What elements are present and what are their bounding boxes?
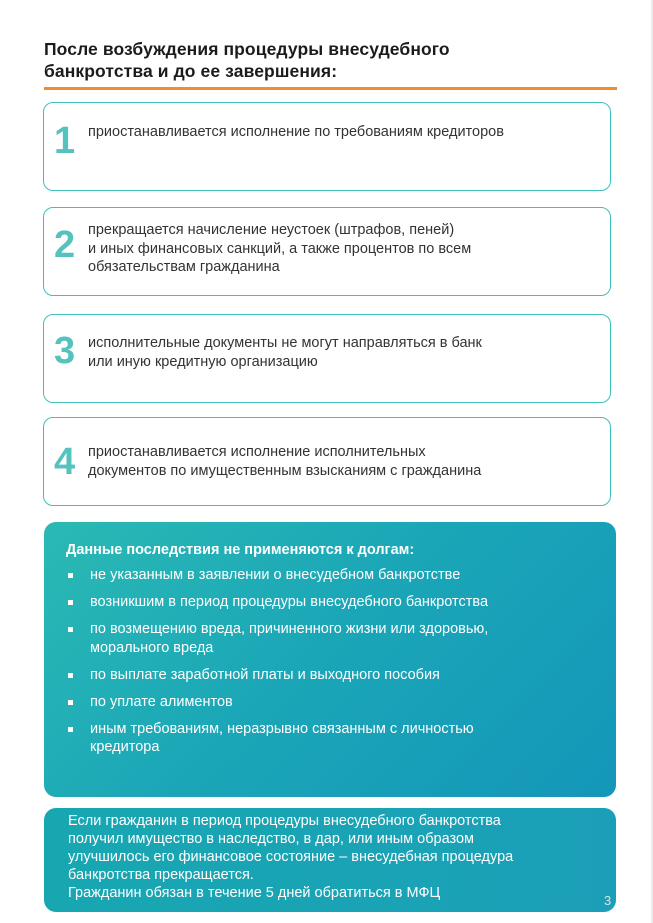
list-item <box>66 666 596 685</box>
step-text-line: приостанавливается исполнение по требованиям кредиторов <box>88 124 504 140</box>
list-item <box>66 620 596 657</box>
list-item <box>66 693 596 712</box>
bullet-square-icon <box>68 673 73 678</box>
step-number-1: 1 <box>54 120 76 162</box>
list-item-line: по уплате алиментов <box>90 693 233 710</box>
list-item-line: кредитора <box>90 739 160 755</box>
step-text-line: исполнительные документы не могут направляться в банк <box>88 335 482 351</box>
bullet-square-icon <box>68 627 73 632</box>
step-card-4 <box>43 417 611 506</box>
exceptions-heading: Данные последствия не применяются к долгам: <box>66 542 415 558</box>
list-item <box>66 720 596 757</box>
list-item-line: не указанным в заявлении о внесудебном банкротстве <box>90 567 461 583</box>
step-number-2: 2 <box>54 224 76 266</box>
step-card-3 <box>43 314 611 403</box>
exceptions-list <box>66 566 596 765</box>
list-item-line: иным требованиям, неразрывно связанным с личностью <box>90 720 474 737</box>
step-text-3 <box>88 334 598 371</box>
list-item-line: по возмещению вреда, причиненного жизни или здоровью, <box>90 621 489 637</box>
title-underline <box>44 87 617 90</box>
note-line: Если гражданин в период процедуры внесудебного банкротства <box>68 813 501 829</box>
step-text-line: и иных финансовых санкций, а также процентов по всем <box>88 240 472 257</box>
note-line: Гражданин обязан в течение 5 дней обратиться в МФЦ <box>68 885 441 901</box>
bullet-square-icon <box>68 700 73 705</box>
page-title-line-2: банкротства и до ее завершения: <box>44 61 338 81</box>
page-number: 3 <box>604 893 612 908</box>
bullet-square-icon <box>68 727 73 732</box>
page-title-line-1: После возбуждения процедуры внесудебного <box>44 39 450 59</box>
step-number-3: 3 <box>54 330 76 372</box>
bullet-square-icon <box>68 600 73 605</box>
list-item-line: морального вреда <box>90 639 214 656</box>
step-text-2 <box>88 221 598 277</box>
exceptions-box <box>44 522 616 797</box>
list-item-line: возникшим в период процедуры внесудебного банкротства <box>90 594 489 610</box>
step-text-1 <box>88 123 598 142</box>
step-text-line: приостанавливается исполнение исполнительных <box>88 444 426 460</box>
step-text-line: или иную кредитную организацию <box>88 353 318 370</box>
step-card-2 <box>43 207 611 296</box>
list-item <box>66 566 596 585</box>
step-card-1 <box>43 102 611 191</box>
step-number-4: 4 <box>54 441 76 483</box>
note-box <box>44 808 616 912</box>
note-line: получил имущество в наследство, в дар, или иным образом <box>68 831 475 847</box>
list-item-line: по выплате заработной платы и выходного пособия <box>90 666 440 683</box>
page-title <box>44 38 604 82</box>
bullet-square-icon <box>68 573 73 578</box>
step-text-line: обязательствам гражданина <box>88 259 280 275</box>
step-text-line: документов по имущественным взысканиям с гражданина <box>88 462 482 479</box>
step-text-line: прекращается начисление неустоек (штрафов, пеней) <box>88 222 455 238</box>
note-line: улучшилось его финансовое состояние – внесудебная процедура <box>68 849 514 865</box>
list-item <box>66 593 596 612</box>
note-line: банкротства прекращается. <box>68 867 254 883</box>
step-text-4 <box>88 443 598 480</box>
